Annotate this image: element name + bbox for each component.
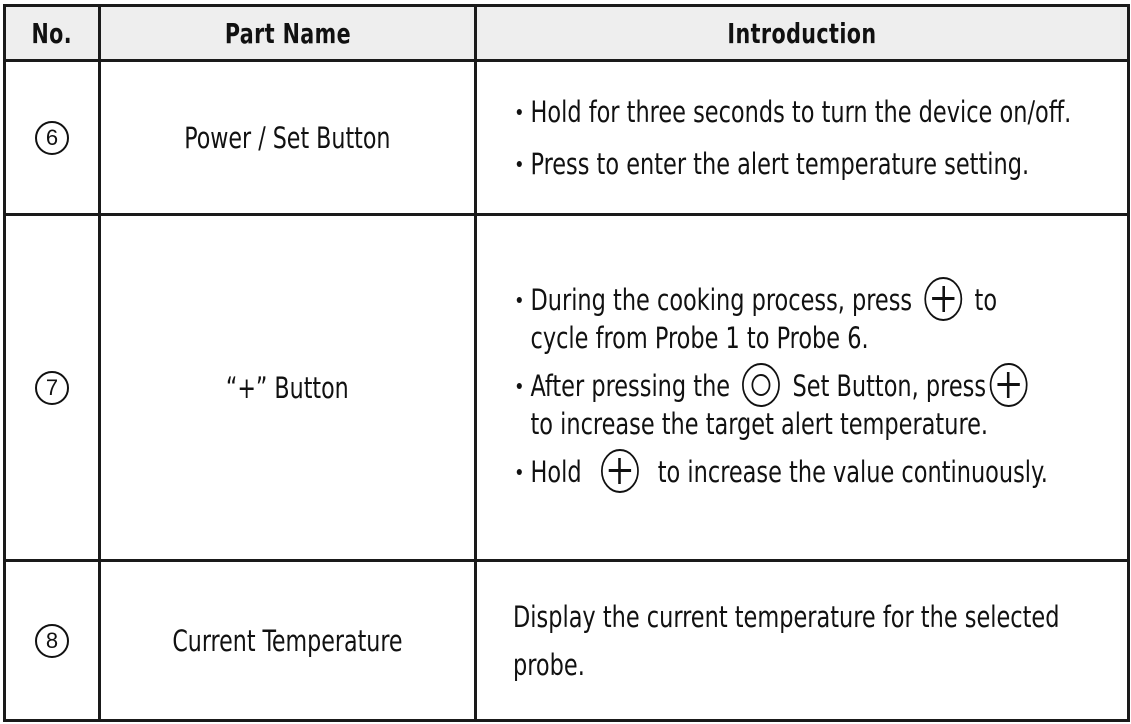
- intro-bullet: Hold for three seconds to turn the device on/off.: [515, 95, 1131, 129]
- table-row: [5, 61, 1129, 215]
- header-row: [5, 6, 1129, 61]
- part-introduction: [476, 61, 1129, 215]
- intro-text-line: probe.: [513, 647, 585, 682]
- row-number: [5, 215, 100, 561]
- circled-number: 8: [35, 624, 69, 658]
- part-introduction: [476, 561, 1129, 721]
- plus-circle-icon: [924, 277, 962, 321]
- plus-circle-icon: [601, 449, 639, 493]
- part-name: Current Temperature: [100, 561, 476, 721]
- part-introduction: [476, 215, 1129, 561]
- set-circle-icon: [742, 363, 780, 407]
- intro-bullet: Press to enter the alert temperature setting.: [515, 147, 1131, 181]
- table-row: [5, 561, 1129, 721]
- intro-bullet: During the cooking process, press to: [515, 283, 1131, 321]
- intro-bullet: After pressing the Set Button, press: [515, 369, 1131, 407]
- intro-text-line: Display the current temperature for the selected: [513, 599, 1060, 634]
- intro-bullet: Hold to increase the value continuously.: [515, 455, 1131, 493]
- circled-number: 6: [35, 121, 69, 155]
- part-name: Power / Set Button: [100, 61, 476, 215]
- plus-circle-icon: [989, 363, 1027, 407]
- circled-number: 7: [35, 371, 69, 405]
- row-number: [5, 61, 100, 215]
- intro-continuation: cycle from Probe 1 to Probe 6.: [530, 320, 869, 355]
- part-name: “+” Button: [100, 215, 476, 561]
- parts-table: [3, 4, 1130, 722]
- intro-continuation: to increase the target alert temperature.: [530, 406, 989, 441]
- table-row: [5, 215, 1129, 561]
- row-number: [5, 561, 100, 721]
- header-no: No.: [5, 6, 100, 61]
- header-part-name: Part Name: [100, 6, 476, 61]
- header-introduction: Introduction: [476, 6, 1129, 61]
